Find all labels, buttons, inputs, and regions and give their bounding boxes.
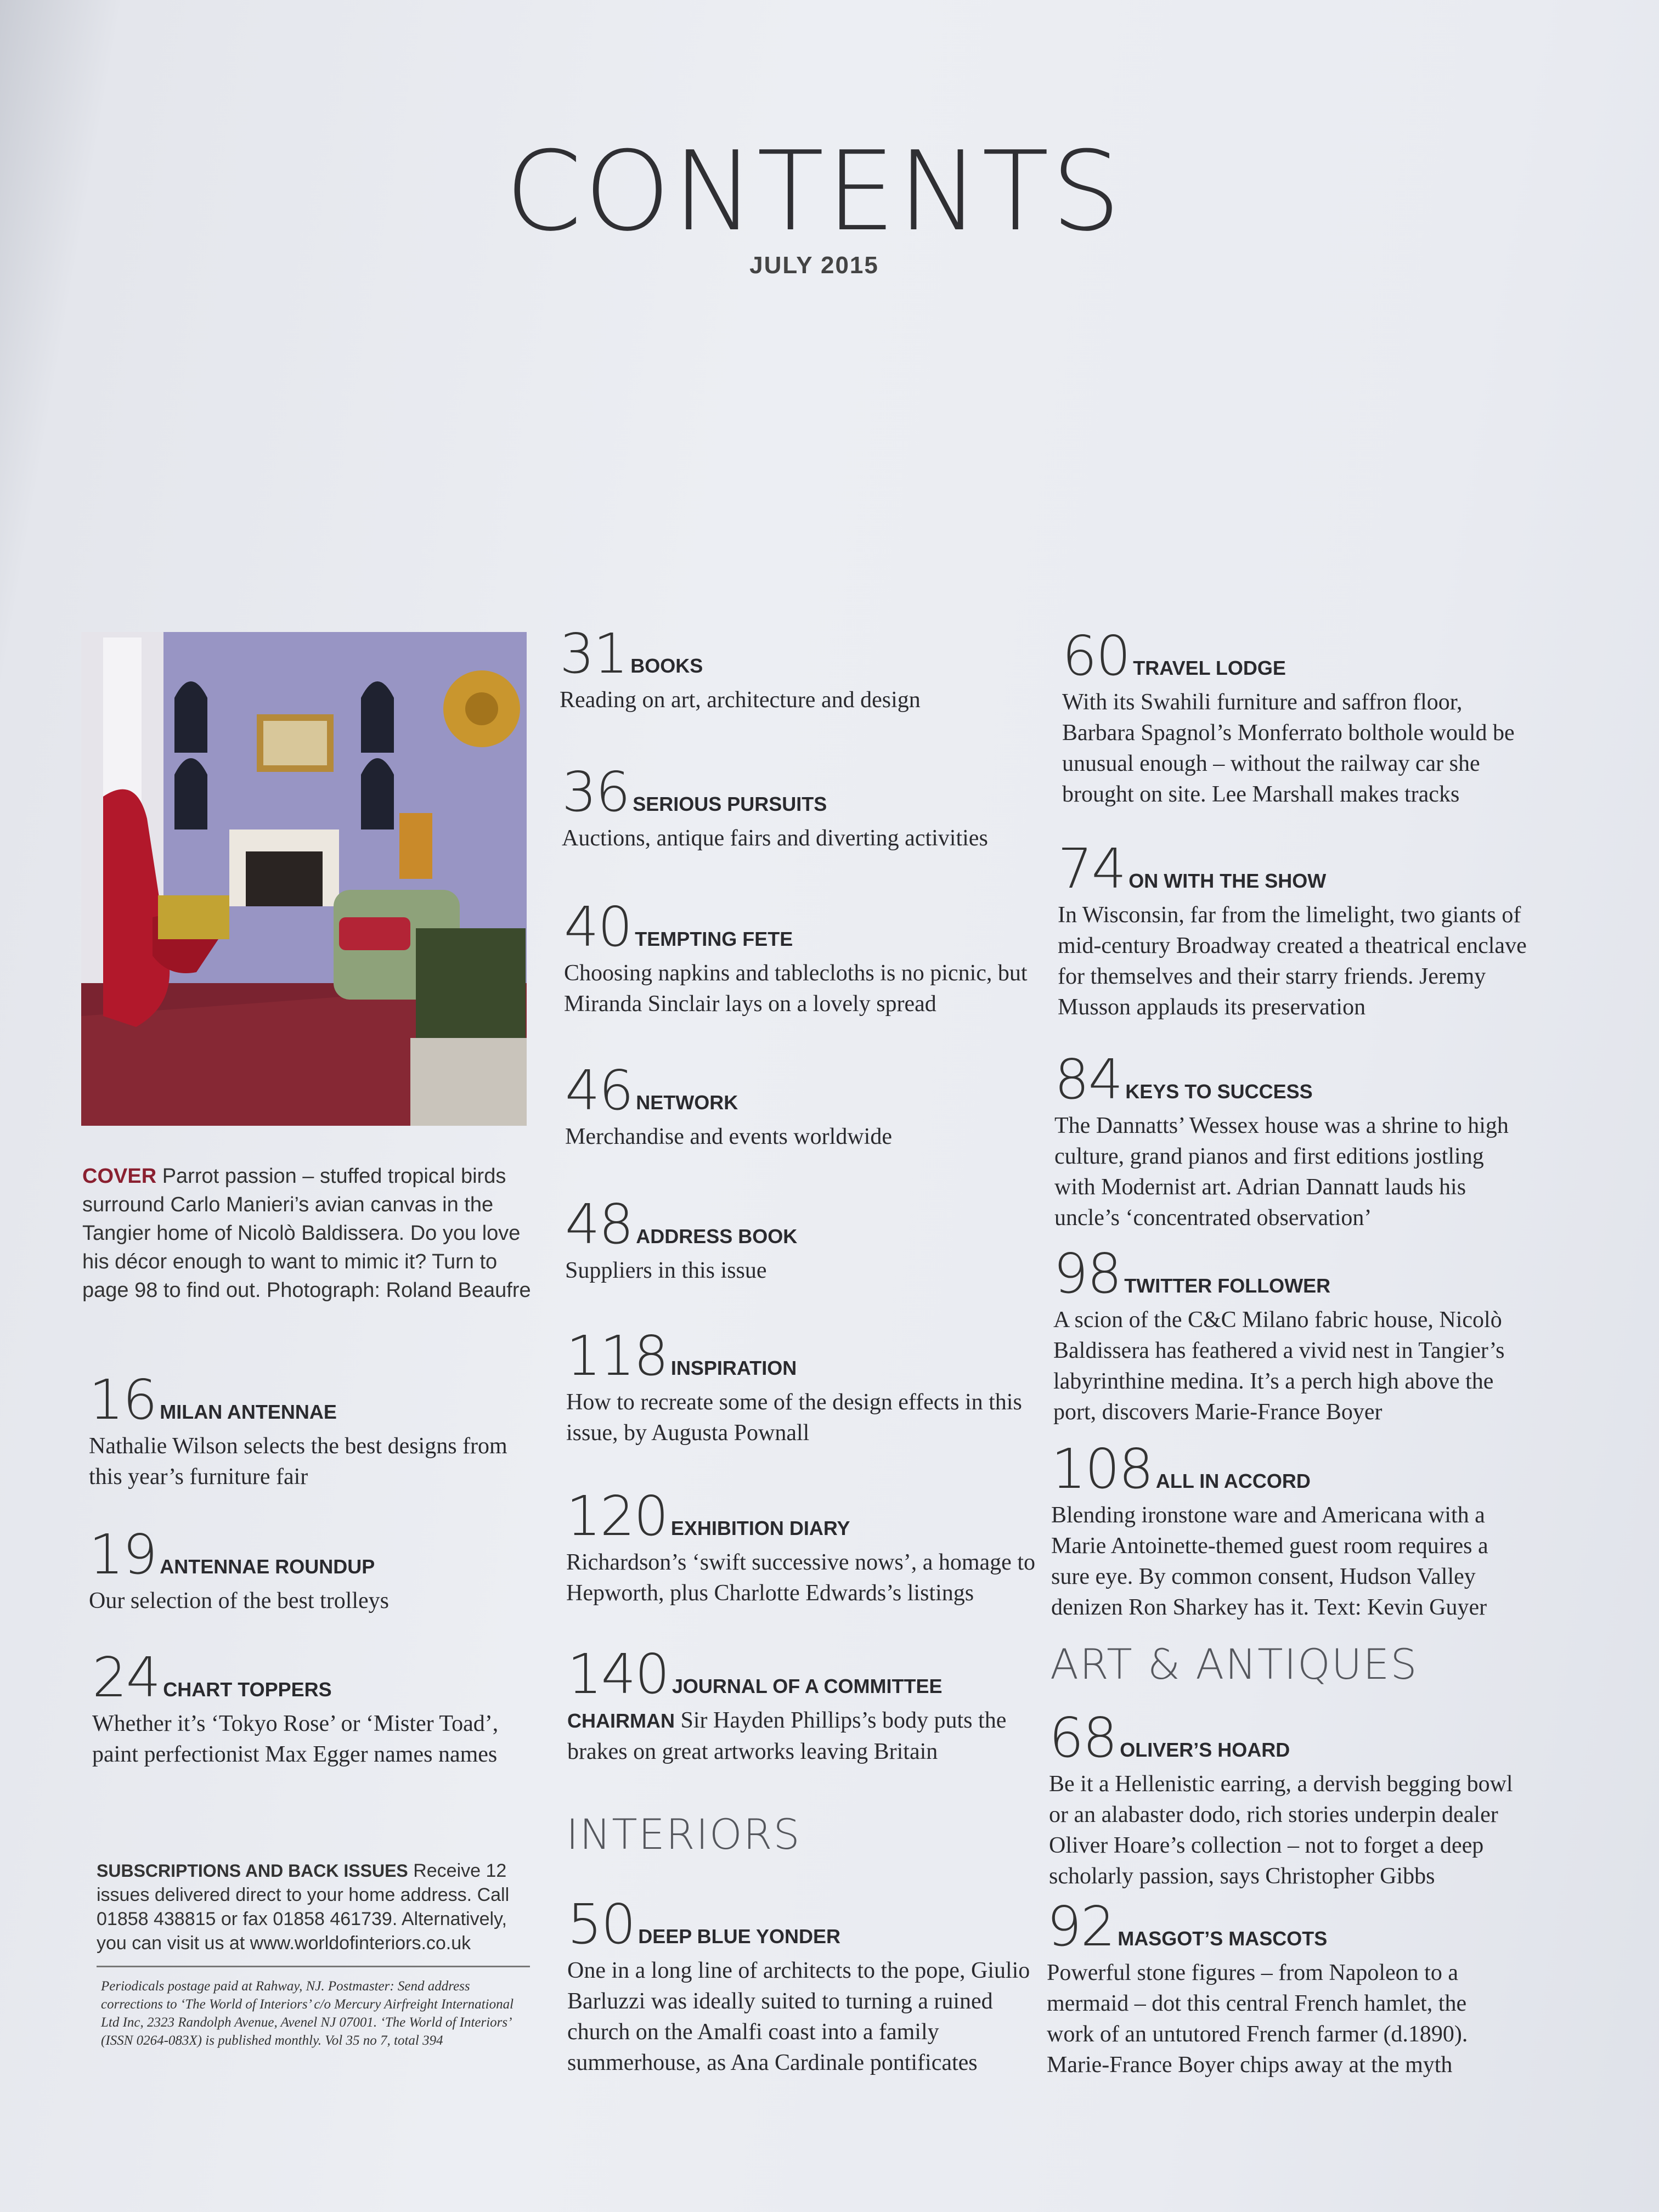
page-number: 48 xyxy=(565,1192,633,1256)
entry-title: EXHIBITION DIARY xyxy=(670,1517,850,1539)
entry-description: Powerful stone figures – from Napoleon to a mermaid – dot this central French hamlet, the work of an untutored French farmer (d.1890). Marie-France Boyer chips away at the myth xyxy=(1047,1960,1468,2078)
entry-title: JOURNAL OF A COMMITTEE xyxy=(672,1675,943,1697)
cover-photo-illustration xyxy=(81,632,527,1126)
contents-entry[interactable] xyxy=(1051,1437,1523,1623)
entry-description xyxy=(567,1705,1039,1767)
page-number: 98 xyxy=(1053,1242,1121,1306)
entry-title: BOOKS xyxy=(630,654,703,677)
entry-title: ON WITH THE SHOW xyxy=(1128,870,1327,892)
subscriptions-text: Receive 12 issues delivered direct to your home address. Call 01858 438815 or fax 01858 461739. Alternatively, you can visit us at www.worldofinteriors.co.uk xyxy=(97,1860,510,1954)
entry-description: One in a long line of architects to the pope, Giulio Barluzzi was ideally suited to turning a ruined church on the Amalfi coast into a family summerhouse, as Ana Cardinale pontificates xyxy=(567,1958,1030,2075)
entry-description: Nathalie Wilson selects the best designs from this year’s furniture fair xyxy=(89,1434,507,1489)
entry-description: Reading on art, architecture and design xyxy=(560,687,921,713)
page-number: 84 xyxy=(1054,1047,1122,1111)
entry-title: DEEP BLUE YONDER xyxy=(638,1925,841,1948)
contents-entry[interactable] xyxy=(562,760,1034,854)
contents-entry[interactable] xyxy=(1058,837,1530,1023)
cover-photo xyxy=(81,632,527,1126)
entry-description: How to recreate some of the design effects in this issue, by Augusta Pownall xyxy=(566,1390,1022,1446)
entry-description-text: Sir Hayden Phillips’s body puts the brakes on great artworks leaving Britain xyxy=(567,1708,1007,1764)
cover-label: COVER xyxy=(82,1165,157,1188)
page-number: 24 xyxy=(92,1645,160,1709)
cover-text: Parrot passion – stuffed tropical birds surround Carlo Manieri’s avian canvas in the Tangier home of Nicolò Baldissera. Do you love his décor enough to want to mimic it? Turn to page 98 to find out. Photograph: Roland Beaufre xyxy=(82,1165,531,1302)
entry-title: NETWORK xyxy=(636,1091,738,1114)
page-number: 68 xyxy=(1049,1706,1117,1770)
page-number: 36 xyxy=(562,760,630,824)
subscriptions-info xyxy=(97,1859,530,1955)
entry-description: Whether it’s ‘Tokyo Rose’ or ‘Mister Toad’, paint perfectionist Max Egger names names xyxy=(92,1711,499,1767)
entry-title: KEYS TO SUCCESS xyxy=(1125,1080,1313,1103)
contents-entry[interactable] xyxy=(1047,1894,1519,2080)
page-number: 40 xyxy=(564,895,632,959)
entry-description: Blending ironstone ware and Americana with a Marie Antoinette-themed guest room requires a sure eye. By common consent, Hudson Valley denizen Ron Sharkey has it. Text: Kevin Guyer xyxy=(1051,1503,1488,1620)
contents-entry[interactable] xyxy=(567,1892,1039,2078)
page-number: 31 xyxy=(560,622,628,686)
page-number: 92 xyxy=(1047,1894,1115,1959)
contents-entry[interactable] xyxy=(564,895,1036,1019)
entry-title: ALL IN ACCORD xyxy=(1155,1470,1311,1492)
entry-title: CHART TOPPERS xyxy=(163,1678,332,1701)
contents-entry[interactable] xyxy=(566,1324,1038,1448)
contents-entry[interactable] xyxy=(89,1368,539,1492)
contents-entry[interactable] xyxy=(1062,624,1534,810)
entry-title: TRAVEL LODGE xyxy=(1133,657,1286,679)
entry-title: OLIVER’S HOARD xyxy=(1120,1739,1290,1761)
entry-description: A scion of the C&C Milano fabric house, Nicolò Baldissera has feathered a vivid nest in Tangier’s labyrinthine medina. It’s a perch high above the port, discovers Marie-France Boyer xyxy=(1053,1307,1505,1425)
entry-title: MASGOT’S MASCOTS xyxy=(1118,1927,1328,1950)
page-number: 19 xyxy=(89,1522,157,1587)
entry-description: Suppliers in this issue xyxy=(565,1258,767,1283)
entry-title: MILAN ANTENNAE xyxy=(160,1401,337,1423)
entry-title: SERIOUS PURSUITS xyxy=(633,793,827,815)
entry-title: ADDRESS BOOK xyxy=(636,1225,798,1248)
page-number: 16 xyxy=(89,1368,157,1432)
divider xyxy=(97,1966,530,1967)
entry-description: Merchandise and events worldwide xyxy=(565,1124,892,1149)
contents-entry[interactable] xyxy=(566,1484,1038,1609)
page-number: 140 xyxy=(567,1642,669,1706)
legal-notice: Periodicals postage paid at Rahway, NJ. Postmaster: Send address corrections to ‘The World of Interiors’ c/o Mercury Airfreight International Ltd Inc, 2323 Randolph Avenue, Avenel NJ 07001. ‘The World of Interiors’ (ISSN 0264-083X) is published monthly. Vol 35 no 7, total 394 xyxy=(101,1979,514,2048)
page-number: 118 xyxy=(566,1324,668,1388)
contents-entry[interactable] xyxy=(1053,1242,1525,1427)
page-number: 60 xyxy=(1062,624,1130,688)
entry-description: With its Swahili furniture and saffron floor, Barbara Spagnol’s Monferrato bolthole would be unusual enough – without the railway car she brought on site. Lee Marshall makes tracks xyxy=(1062,690,1515,807)
entry-title-continued: CHAIRMAN xyxy=(567,1709,675,1732)
entry-description: In Wisconsin, far from the limelight, two giants of mid-century Broadway created a theatrical enclave for themselves and their starry friends. Jeremy Musson applauds its preservation xyxy=(1058,902,1527,1020)
page-number: 120 xyxy=(566,1484,668,1548)
page-number: 74 xyxy=(1058,837,1126,901)
entry-title: TWITTER FOLLOWER xyxy=(1124,1274,1331,1297)
page-title: CONTENTS xyxy=(505,128,1123,256)
contents-entry[interactable] xyxy=(565,1192,1037,1286)
contents-entry[interactable] xyxy=(560,622,1031,715)
section-heading-art-antiques: ART & ANTIQUES xyxy=(1050,1640,1418,1689)
page-number: 108 xyxy=(1051,1437,1153,1501)
section-heading-interiors: INTERIORS xyxy=(566,1810,801,1859)
entry-description: Be it a Hellenistic earring, a dervish begging bowl or an alabaster dodo, rich stories underpin dealer Oliver Hoare’s collection – not to forget a deep scholarly passion, says Christopher Gibbs xyxy=(1049,1771,1513,1889)
page-number: 50 xyxy=(567,1892,635,1956)
entry-description: Richardson’s ‘swift successive nows’, a homage to Hepworth, plus Charlotte Edwards’s listings xyxy=(566,1550,1035,1606)
entry-title: INSPIRATION xyxy=(670,1357,797,1379)
entry-title: ANTENNAE ROUNDUP xyxy=(160,1555,375,1578)
contents-entry[interactable] xyxy=(567,1642,1039,1767)
page-number: 46 xyxy=(565,1058,633,1122)
entry-description: Our selection of the best trolleys xyxy=(89,1588,390,1613)
issue-date: JULY 2015 xyxy=(749,252,879,279)
cover-caption xyxy=(82,1162,532,1305)
contents-entry[interactable] xyxy=(92,1645,542,1770)
contents-entry[interactable] xyxy=(1049,1706,1521,1892)
entry-description: Choosing napkins and tablecloths is no picnic, but Miranda Sinclair lays on a lovely spread xyxy=(564,961,1028,1017)
entry-title: TEMPTING FETE xyxy=(635,928,793,950)
entry-description: The Dannatts’ Wessex house was a shrine to high culture, grand pianos and first editions jostling with Modernist art. Adrian Dannatt lauds his uncle’s ‘concentrated observation’ xyxy=(1054,1113,1509,1231)
contents-entry[interactable] xyxy=(565,1058,1037,1152)
contents-entry[interactable] xyxy=(1054,1047,1526,1233)
entry-description: Auctions, antique fairs and diverting activities xyxy=(562,826,988,851)
subscriptions-label: SUBSCRIPTIONS AND BACK ISSUES xyxy=(97,1861,408,1881)
contents-entry[interactable] xyxy=(89,1522,539,1616)
